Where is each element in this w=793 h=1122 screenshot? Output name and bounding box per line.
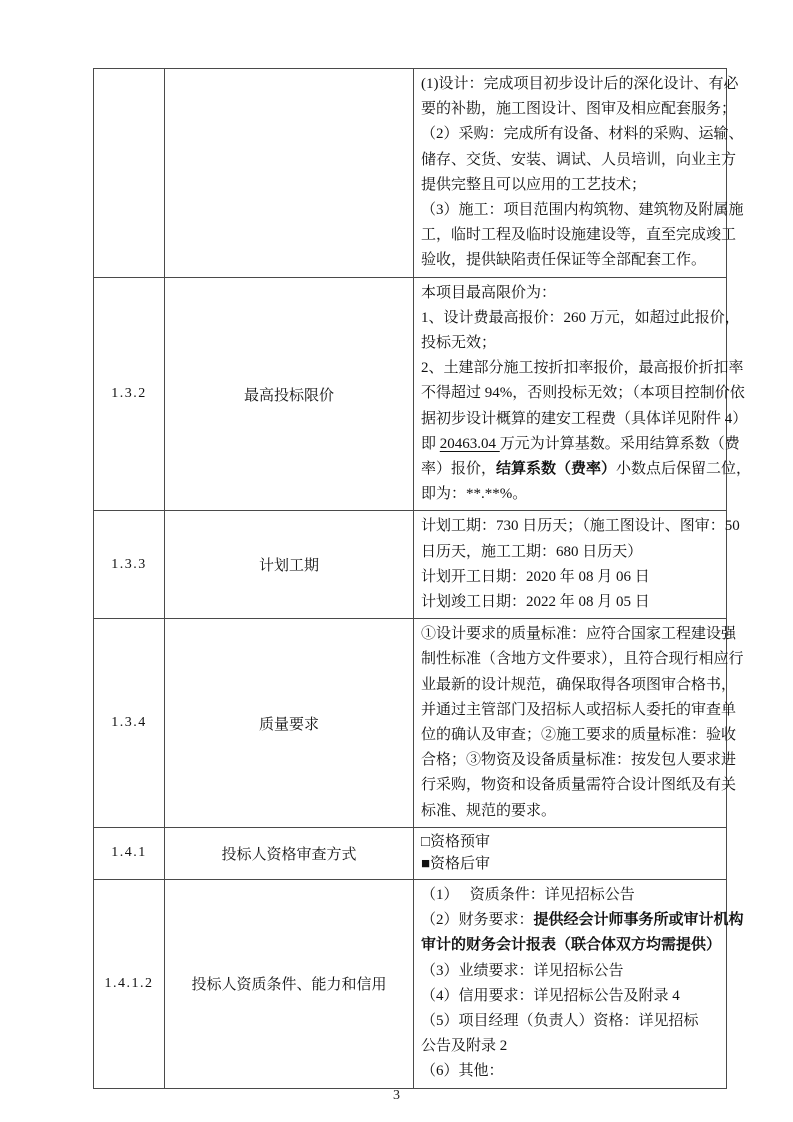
content-line: ■资格后审 xyxy=(421,856,491,873)
content-line: 行采购，物资和设备质量需符合设计图纸及有关 xyxy=(421,777,737,794)
clause-name-cell: 投标人资格审查方式 xyxy=(165,827,414,879)
clause-content-cell xyxy=(414,879,744,1088)
content-line: ①设计要求的质量标准：应符合国家工程建设强 xyxy=(421,626,737,643)
content-line: (1)设计：完成项目初步设计后的深化设计、有必 xyxy=(421,76,739,92)
content-line: 据初步设计概算的建安工程费（具体详见附件 4） xyxy=(421,410,748,427)
clause-content-cell xyxy=(414,511,740,619)
content-line: 1、设计费最高报价：260 万元，如超过此报价， xyxy=(421,309,740,326)
content-line: 即为：**.**%。 xyxy=(421,486,528,503)
clause-id-cell: 1.4.1 xyxy=(94,827,165,879)
clause-content-cell xyxy=(414,69,744,278)
clause-name-cell: 计划工期 xyxy=(165,511,414,619)
content-line: （5）项目经理（负责人）资格：详见招标 xyxy=(421,1012,699,1029)
content-line: 率）报价，结算系数（费率）小数点后保留二位， xyxy=(421,461,752,478)
clause-id-cell: 1.4.1.2 xyxy=(94,879,165,1088)
content-line: 要的补勘，施工图设计、图审及相应配套服务； xyxy=(421,101,737,118)
content-line: 制性标准（含地方文件要求），且符合现行相应行 xyxy=(421,651,744,668)
content-line: 并通过主管部门及招标人或招标人委托的审查单 xyxy=(421,701,737,718)
clause-name-cell xyxy=(165,69,414,278)
content-line: 审计的财务会计报表（联合体双方均需提供） xyxy=(421,937,722,954)
clause-content-cell xyxy=(414,277,752,511)
table-row xyxy=(94,827,727,879)
content-line: （2）财务要求：提供经会计师事务所或审计机构 xyxy=(421,912,744,929)
content-line: （3）业绩要求：详见招标公告 xyxy=(421,962,624,979)
clause-name-cell: 最高投标限价 xyxy=(165,277,414,511)
content-line: 合格；③物资及设备质量标准：按发包人要求进 xyxy=(421,752,737,769)
content-line: 标准、规范的要求。 xyxy=(421,802,557,819)
content-line: 位的确认及审查；②施工要求的质量标准：验收 xyxy=(421,727,737,744)
tender-table-body xyxy=(94,69,752,1089)
content-line: 业最新的设计规范，确保取得各项图审合格书， xyxy=(421,676,737,693)
content-line: （3）施工：项目范围内构筑物、建筑物及附属施 xyxy=(421,202,744,219)
content-line: 日历天，施工工期：680 日历天） xyxy=(421,543,643,560)
content-line: 储存、交货、安装、调试、人员培训，向业主方 xyxy=(421,151,737,168)
page-number: 3 xyxy=(393,1088,400,1103)
clause-id-cell: 1.3.2 xyxy=(94,277,165,511)
content-line: 工，临时工程及临时设施建设等，直至完成竣工 xyxy=(421,227,737,244)
content-line: （1） 资质条件：详见招标公告 xyxy=(421,886,635,903)
content-line: 计划竣工日期：2022 年 08 月 05 日 xyxy=(421,594,650,611)
content-line: □资格预审 xyxy=(421,833,491,850)
tender-clause-table xyxy=(93,68,752,1089)
content-line: 本项目最高限价为： xyxy=(421,284,557,301)
content-line: 计划工期：730 日历天；（施工图设计、图审：50 xyxy=(421,518,740,535)
content-line: （2）采购：完成所有设备、材料的采购、运输、 xyxy=(421,126,744,143)
clause-name-cell: 质量要求 xyxy=(165,619,414,828)
content-line: 公告及附录 2 xyxy=(421,1038,508,1055)
table-row xyxy=(94,277,727,511)
clause-id-cell: 1.3.3 xyxy=(94,511,165,619)
table-row xyxy=(94,511,727,619)
content-line: 验收，提供缺陷责任保证等全部配套工作。 xyxy=(421,252,707,269)
content-line: 2、土建部分施工按折扣率报价，最高报价折扣率 xyxy=(421,360,744,377)
clause-content-cell xyxy=(414,827,727,879)
content-line: 计划开工日期：2020 年 08 月 06 日 xyxy=(421,568,650,585)
content-line: （4）信用要求：详见招标公告及附录 4 xyxy=(421,987,680,1004)
content-line: 提供完整且可以应用的工艺技术； xyxy=(421,176,647,193)
clause-id-cell xyxy=(94,69,165,278)
content-line: （6）其他： xyxy=(421,1063,504,1080)
table-row xyxy=(94,69,727,278)
clause-content-cell xyxy=(414,619,744,828)
content-line: 投标无效； xyxy=(421,335,497,352)
clause-id-cell: 1.3.4 xyxy=(94,619,165,828)
clause-name-cell: 投标人资质条件、能力和信用 xyxy=(165,879,414,1088)
table-row xyxy=(94,619,727,828)
content-line: 不得超过 94%，否则投标无效；（本项目控制价依 xyxy=(421,385,745,402)
table-row xyxy=(94,879,727,1088)
content-line: 即 20463.04 万元为计算基数。采用结算系数（费 xyxy=(421,435,740,452)
